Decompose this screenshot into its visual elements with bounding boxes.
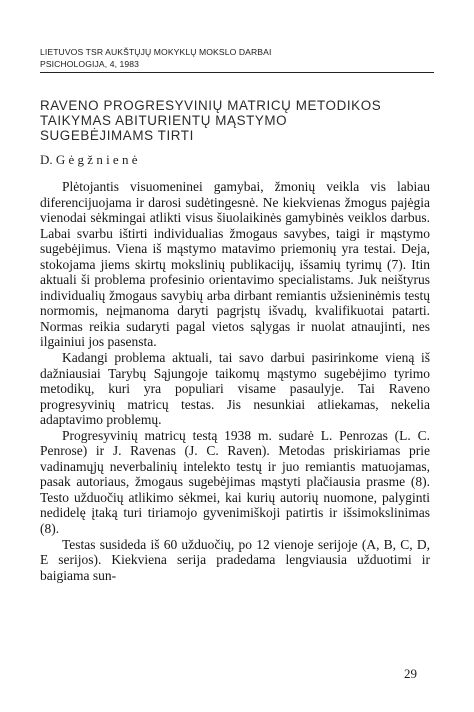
article-title-line-2: TAIKYMAS ABITURIENTŲ MĄSTYMO [40, 113, 288, 128]
body-paragraph-3: Progresyvinių matricų testą 1938 m. sudarė L. Penrozas (L. C. Penrose) ir J. Ravenas (J. C. Raven). Metodas priskiriamas prie vadinamųjų neverbalinių intelekto testų ir juo remiantis matuojamas, pasak autoriaus, žmogaus sugebėjimas mąstyti plačiausia prasme (8). Testo užduočių atlikimo sėkmei, kai kurių autorių nuomone, palyginti nedidelę įtaką turi tiriamojo gyvenimiškoji patirtis ir išsimokslinimas (8). [40, 427, 430, 537]
article-author: D. G ė g ž n i e n ė [40, 152, 138, 167]
header-divider [40, 72, 434, 73]
body-paragraph-1: Plėtojantis visuomeninei gamybai, žmonių veikla vis labiau diferencijuojama ir darosi sudėtingesnė. Ne kiekvienas žmogus pajėgia vienodai sėkmingai atlikti visus šiuolaikinės gamybinės veiklos darbus. Labai svarbu ištirti individualias žmogaus savybes, taigi ir mąstymo sugebėjimus. Viena iš mąstymo matavimo priemonių yra testai. Deja, stokojama jiems skirtų mokslinių publikacijų, išsamių tyrimų (7). Itin aktuali ši problema profesinio orientavimo specialistams. Juk neištyrus individualių žmogaus savybių arba dirbant remiantis užsieninėmis testų normomis, neįmanoma daryti pagrįstų išvadų, kvalifikuotai patarti. Normas reikia sudaryti pagal vietos sąlygas ir nuolat atnaujinti, nes ilgainiui jos pasensta. [40, 179, 430, 350]
body-paragraph-4: Testas susideda iš 60 užduočių, po 12 vienoje serijoje (A, B, C, D, E serijos). Kiekviena serija pradedama lengviausia užduotimi ir baigiama sun- [40, 536, 430, 583]
article-title [40, 98, 440, 143]
article-title-line-3: SUGEBĖJIMAMS TIRTI [40, 128, 194, 143]
journal-header [40, 46, 271, 70]
article-body [40, 179, 430, 583]
article-title-line-1: RAVENO PROGRESYVINIŲ MATRICŲ METODIKOS [40, 98, 382, 113]
page-number: 29 [404, 666, 417, 681]
journal-header-line-2: PSICHOLOGIJA, 4, 1983 [40, 59, 140, 69]
journal-header-line-1: LIETUVOS TSR AUKŠTŲJŲ MOKYKLŲ MOKSLO DARBAI [40, 47, 272, 57]
body-paragraph-2: Kadangi problema aktuali, tai savo darbui pasirinkome vieną iš dažniausiai Tarybų Sąjungoje taikomų mąstymo sugebėjimo tyrimo metodikų, kuri yra populiari visame pasaulyje. Tai Raveno progresyvinių matricų testas. Jis nesunkiai atliekamas, nekelia adaptavimo problemų. [40, 350, 430, 428]
